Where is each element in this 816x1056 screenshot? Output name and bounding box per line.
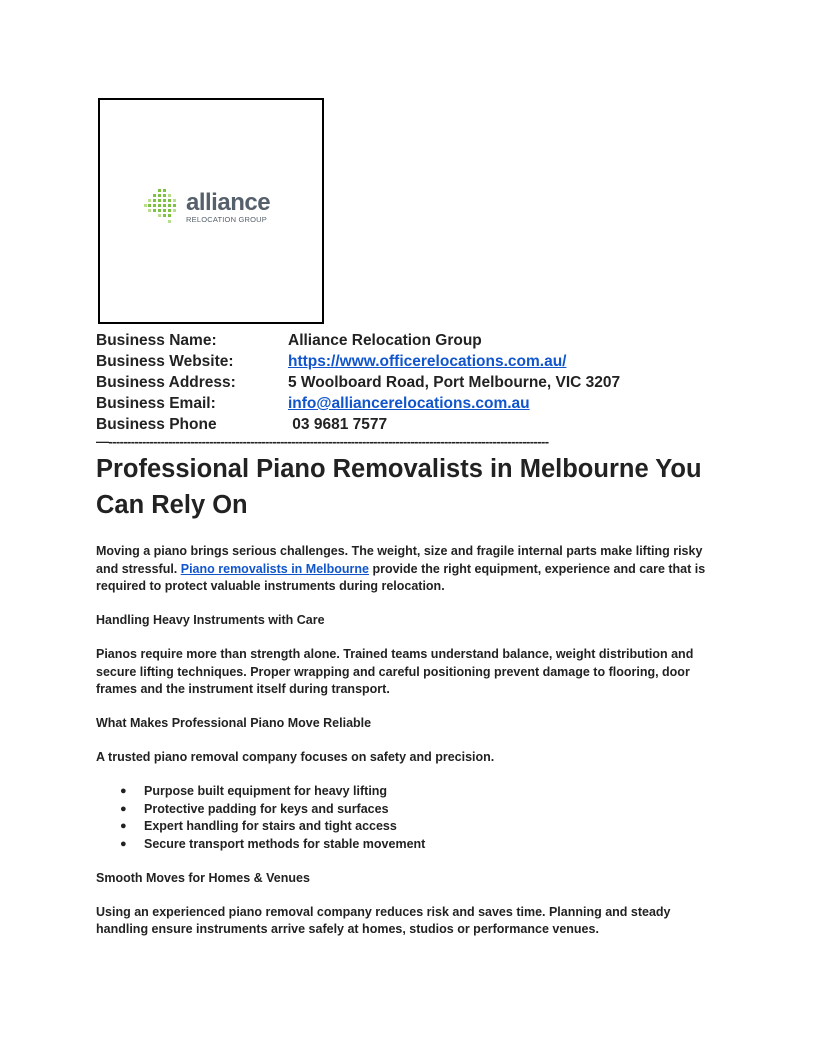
intro-text-end: provide the right equipment, experience and care that is required to protect valuable instruments during relocation. [96,561,706,593]
article-title: Professional Piano Removalists in Melbourne You Can Rely On [96,455,702,519]
bullet-icon: ● [120,802,127,815]
section-heading-smooth: Smooth Moves for Homes & Venues [96,870,310,885]
logo-frame [98,98,324,324]
list-item-text: Secure transport methods for stable movement [144,836,426,851]
logo-tagline: RELOCATION GROUP [186,214,267,224]
section-heading-care: Handling Heavy Instruments with Care [96,613,325,627]
business-website-row [96,351,720,372]
divider-line: —---------------------------------------------------------------------------------------------------------------------- [96,435,549,449]
business-address-row [96,372,720,393]
business-email-row [96,393,720,414]
business-email-label: Business Email: [96,395,216,412]
intro-text-start: Moving a piano brings serious challenges. The weight, size and fragile internal parts make lifting risky and stressful. [96,544,703,576]
business-address-value: 5 Woolboard Road, Port Melbourne, VIC 3207 [288,374,621,391]
list-item [96,801,720,819]
business-email-link[interactable]: info@alliancerelocations.com.au [288,395,530,412]
list-item [96,783,720,801]
company-logo [144,188,270,226]
business-phone-row [96,414,720,435]
list-item-text: Protective padding for keys and surfaces [144,801,389,816]
bullet-icon: ● [120,785,127,797]
piano-removalists-link[interactable]: Piano removalists in Melbourne [180,561,369,576]
business-phone-value: 03 9681 7577 [288,416,388,433]
reliable-paragraph: A trusted piano removal company focuses on safety and precision. [96,750,495,764]
list-item [96,818,720,836]
list-item-text: Expert handling for stairs and tight access [144,819,397,833]
bullet-icon: ● [120,837,127,850]
business-address-label: Business Address: [96,374,236,391]
australia-map-icon [144,188,180,226]
document-page [96,98,720,939]
section-heading-reliable: What Makes Professional Piano Move Reliable [96,716,372,730]
business-info [96,330,720,435]
business-website-label: Business Website: [96,353,234,370]
business-name-row [96,330,720,351]
list-item [96,836,720,854]
care-paragraph: Pianos require more than strength alone. Trained teams understand balance, weight distribution and secure lifting techniques. Proper wrapping and careful positioning prevent damage to flooring, door frames and the instrument itself during transport. [96,647,694,696]
smooth-paragraph: Using an experienced piano removal company reduces risk and saves time. Planning and steady handling ensure instruments arrive safely at homes, studios or performance venues. [96,904,671,936]
business-phone-label: Business Phone [96,416,217,433]
bullet-icon: ● [120,820,127,832]
features-list [96,783,720,853]
logo-wordmark: alliance [186,188,271,216]
business-website-link[interactable]: https://www.officerelocations.com.au/ [288,353,567,370]
business-name-value: Alliance Relocation Group [288,332,482,349]
intro-paragraph [96,543,720,596]
business-name-label: Business Name: [96,332,217,349]
list-item-text: Purpose built equipment for heavy lifting [144,784,388,798]
